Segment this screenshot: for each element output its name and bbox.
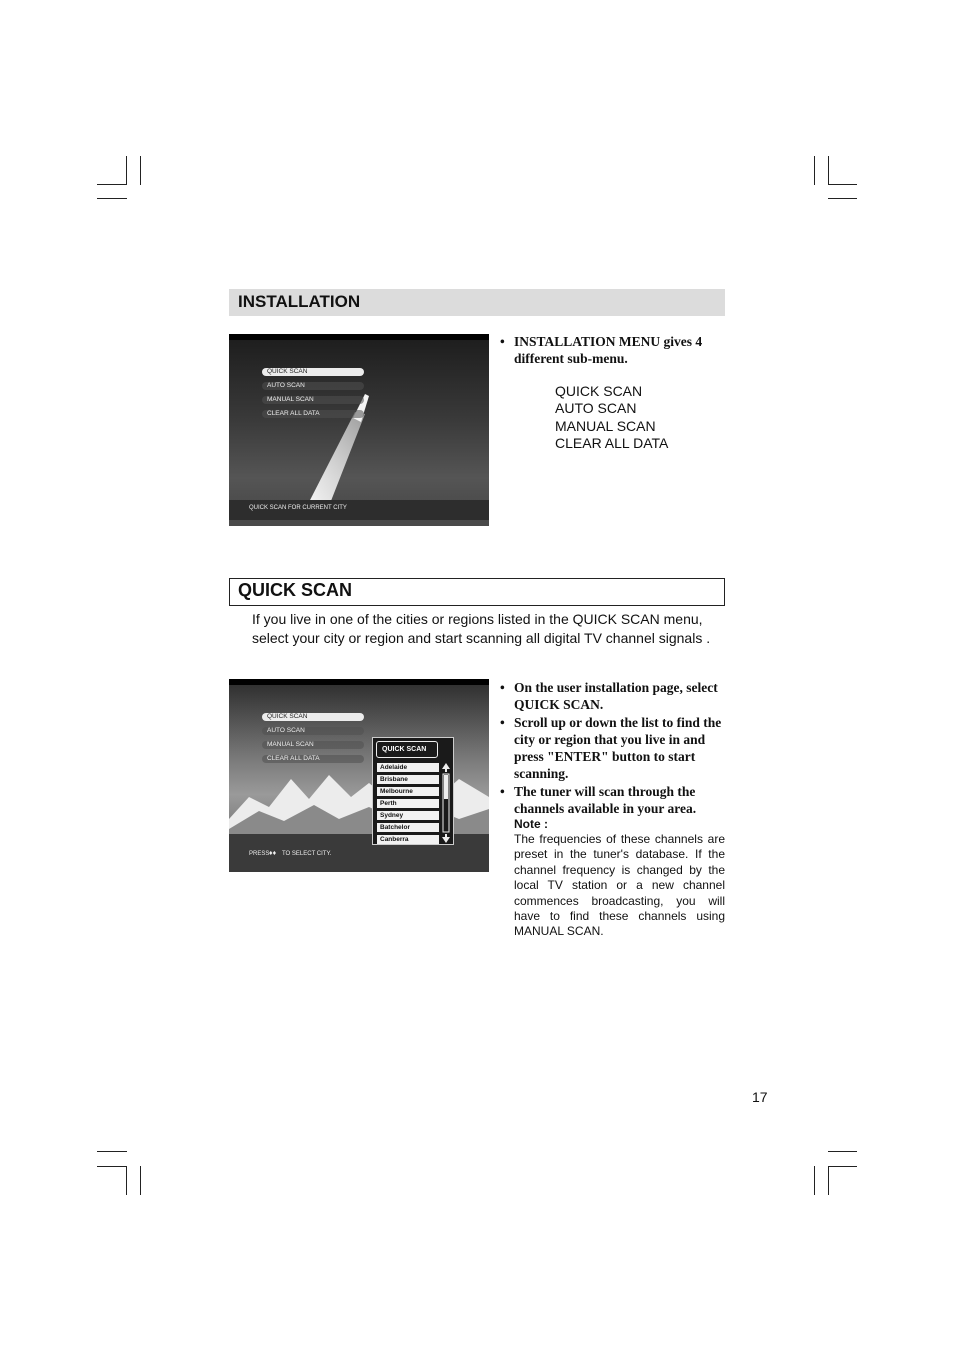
- screen2-menu-manual-scan: MANUAL SCAN: [262, 741, 364, 749]
- quick-scan-bullet-3: • The tuner will scan through the channels available in your area.: [500, 783, 697, 817]
- scroll-up-arrow-icon: [442, 763, 450, 772]
- city-list-popup: [372, 737, 454, 845]
- screen2-menu-clear-all-data: CLEAR ALL DATA: [262, 755, 364, 763]
- submenu-item-quick-scan: QUICK SCAN: [555, 383, 643, 399]
- screen2-hint-bar: [229, 849, 489, 863]
- intro-line-1: If you live in one of the cities or regions listed in the QUICK SCAN menu,: [252, 611, 703, 627]
- quick-scan-bullet-2: • Scroll up or down the list to find the city or region that you live in and press "ENTER" button to start scanning.: [500, 714, 722, 782]
- scroll-down-arrow-icon: [442, 834, 450, 843]
- screen1-status-bar: [229, 500, 489, 520]
- city-item[interactable]: Batchelor: [377, 823, 439, 832]
- note-title: Note :: [514, 817, 548, 831]
- screen1-menu-quick-scan: QUICK SCAN: [262, 368, 364, 376]
- note-block: [514, 817, 725, 940]
- installation-submenu-list: [555, 383, 725, 452]
- installation-menu-screenshot: [229, 334, 489, 526]
- city-list-scrollbar[interactable]: [442, 763, 450, 843]
- bullet-dot: •: [500, 334, 505, 349]
- city-popup-title: QUICK SCAN: [376, 741, 438, 758]
- city-item[interactable]: Brisbane: [377, 775, 439, 784]
- screen1-menu-clear-all-data: CLEAR ALL DATA: [262, 410, 364, 418]
- submenu-item-auto-scan: AUTO SCAN: [555, 400, 637, 417]
- screen2-menu-auto-scan: AUTO SCAN: [262, 727, 364, 735]
- screen1-status-text: QUICK SCAN FOR CURRENT CITY: [249, 505, 347, 511]
- rocket-launch-image: [229, 334, 489, 526]
- installation-header: [229, 289, 725, 316]
- note-text: The frequencies of these channels are preset in the tuner's database. If the channel frequency is changed by the local TV station or a new channel commences broadcasting, you will have to find these channels using MANUAL SCAN.: [514, 832, 725, 939]
- quick-scan-bullet-1: • On the user installation page, select QUICK SCAN.: [500, 680, 718, 713]
- page-number: 17: [752, 1089, 768, 1105]
- screen1-menu-auto-scan: AUTO SCAN: [262, 382, 364, 390]
- city-item[interactable]: Canberra: [377, 835, 439, 844]
- city-item[interactable]: Sydney: [377, 811, 439, 820]
- submenu-item-clear-all-data: CLEAR ALL DATA: [555, 434, 669, 451]
- quick-scan-title: QUICK SCAN: [238, 580, 353, 600]
- city-item[interactable]: Perth: [377, 799, 439, 808]
- screen2-menu-quick-scan: QUICK SCAN: [262, 713, 364, 721]
- quick-scan-bullets: [500, 679, 726, 817]
- city-item[interactable]: Melbourne: [377, 787, 439, 796]
- installation-bullet-text: INSTALLATION MENU gives 4 different sub-menu.: [514, 334, 703, 367]
- scroll-thumb: [444, 775, 448, 799]
- screen1-menu-manual-scan: MANUAL SCAN: [262, 396, 364, 404]
- quick-scan-intro: [252, 610, 732, 647]
- installation-title: INSTALLATION: [238, 292, 361, 311]
- hint-prefix: PRESS: [249, 851, 270, 857]
- submenu-item-manual-scan: MANUAL SCAN: [555, 417, 656, 434]
- city-item[interactable]: Adelaide: [377, 763, 439, 772]
- intro-line-2: select your city or region and start scanning all digital TV channel signals .: [252, 629, 711, 646]
- quick-scan-header: [229, 578, 725, 606]
- hint-suffix: TO SELECT CITY.: [282, 851, 332, 857]
- hint-arrows-icon: ♦♦: [269, 850, 277, 857]
- installation-bullet: [500, 333, 720, 368]
- quick-scan-screenshot: [229, 679, 489, 872]
